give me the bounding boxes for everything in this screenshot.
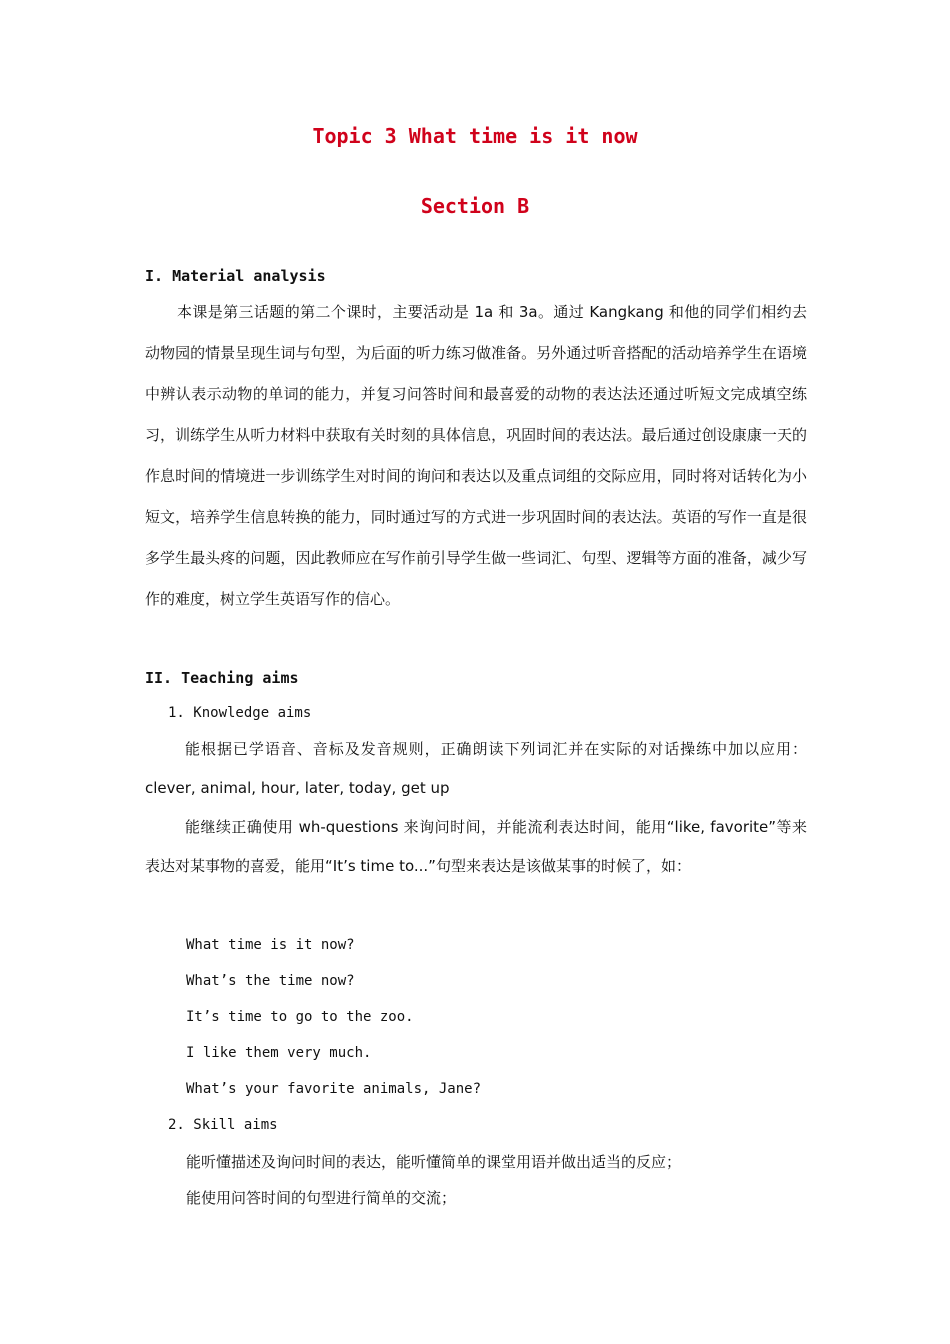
example-sentence: What’s your favorite animals, Jane? bbox=[186, 1081, 482, 1097]
skill-aim-item: 能使用问答时间的句型进行简单的交流； bbox=[186, 1189, 457, 1207]
example-sentence: I like them very much. bbox=[186, 1045, 372, 1061]
section-heading-teaching-aims: II. Teaching aims bbox=[145, 669, 299, 687]
example-sentence: What time is it now? bbox=[186, 937, 355, 953]
example-sentence: It’s time to go to the zoo. bbox=[186, 1009, 414, 1025]
material-analysis-paragraph: 本课是第三话题的第二个课时，主要活动是 1a 和 3a。通过 Kangkang 和他的同学们相约去动物园的情景呈现生词与句型，为后面的听力练习做准备。另外通过听音搭配的活动培养学生在语境中辨认表示动物的单词的能力，并复习问答时间和最喜爱的动物的表达法还通过听短文完成填空练习，训练学生从听力材料中获取有关时刻的具体信息，巩固时间的表达法。最后通过创设康康一天的作息时间的情境进一步训练学生对时间的询问和表达以及重点词组的交际应用，同时将对话转化为小短文，培养学生信息转换的能力，同时通过写的方式进一步巩固时间的表达法。英语的写作一直是很多学生最头疼的问题，因此教师应在写作前引导学生做一些词汇、句型、逻辑等方面的准备，减少写作的难度，树立学生英语写作的信心。 bbox=[145, 303, 807, 608]
document-title: Topic 3 What time is it now bbox=[312, 124, 638, 148]
example-sentence: What’s the time now? bbox=[186, 973, 355, 989]
document-subtitle: Section B bbox=[420, 194, 530, 218]
skill-aim-item: 能听懂描述及询问时间的表达，能听懂简单的课堂用语并做出适当的反应； bbox=[186, 1153, 682, 1171]
section-heading-material-analysis: I. Material analysis bbox=[145, 267, 326, 285]
knowledge-aims-paragraph-1: 能根据已学语音、音标及发音规则，正确朗读下列词汇并在实际的对话操练中加以应用：clever, animal, hour, later, today, get up bbox=[145, 740, 807, 797]
knowledge-aims-label: 1. Knowledge aims bbox=[168, 705, 312, 721]
skill-aims-label: 2. Skill aims bbox=[168, 1117, 278, 1133]
knowledge-aims-paragraph-2: 能继续正确使用 wh-questions 来询问时间，并能流利表达时间，能用“like, favorite”等来表达对某事物的喜爱，能用“It’s time to...”句型来表达是该做某事的时候了，如： bbox=[145, 818, 807, 875]
